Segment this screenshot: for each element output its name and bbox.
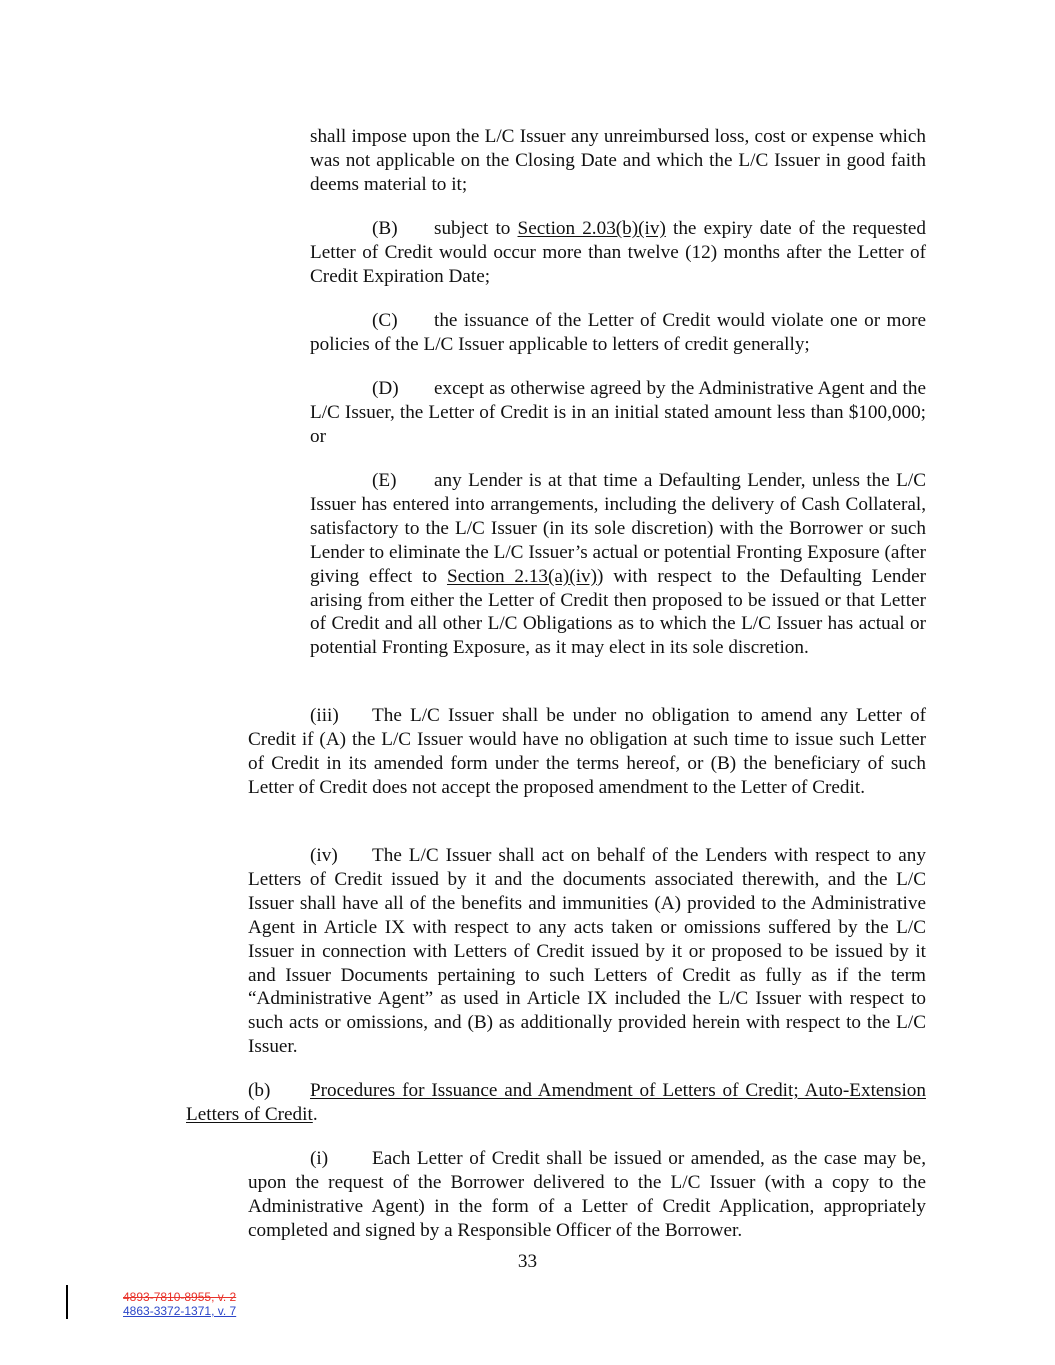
section-b-heading-paragraph xyxy=(186,1079,926,1127)
section-reference-link[interactable]: Section 2.03(b)(iv) xyxy=(517,218,666,239)
subsection-i-paragraph xyxy=(248,1147,926,1243)
subsection-text: Each Letter of Credit shall be issued or amended, as the case may be, upon the request of the Borrower delivered to the L/C Issuer (with a copy to the Administrative Agent) in the form of a Letter of Credit Application, appropriately completed and signed by a Responsible Officer of the Borrower. xyxy=(248,1148,926,1241)
clause-text: any Lender is at that time a Defaulting Lender, unless the L/C Issuer has entered into arrangements, including the delivery of Cash Collateral, satisfactory to the L/C Issuer (in its sole discretion) with the Borrower or such Lender to eliminate the L/C Issuer’s actual or potential Fronting Exposure (after giving effect to xyxy=(310,470,926,587)
inserted-document-id: 4863-3372-1371, v. 7 xyxy=(123,1304,237,1318)
section-reference-link[interactable]: Section 2.13(a)(iv) xyxy=(446,565,598,587)
subsection-iii-paragraph xyxy=(248,704,926,800)
subsection-iv-paragraph xyxy=(248,844,926,1059)
clause-text: the issuance of the Letter of Credit would violate one or more policies of the L/C Issuer applicable to letters of credit generally; xyxy=(310,310,926,355)
page-number: 33 xyxy=(517,1251,538,1272)
subsection-label: (iv) xyxy=(310,845,338,866)
clause-text: the expiry date of the requested Letter of Credit would occur more than twelve (12) months after the Letter of Credit Expiration Date; xyxy=(310,218,926,287)
heading-period: . xyxy=(312,1103,318,1125)
clause-text: except as otherwise agreed by the Administrative Agent and the L/C Issuer, the Letter of Credit is in an initial stated amount less than $100,000; or xyxy=(310,378,926,447)
section-label: (b) xyxy=(248,1080,271,1101)
clause-label: (E) xyxy=(372,470,397,491)
clause-d-paragraph xyxy=(310,377,926,449)
revision-change-bar xyxy=(66,1285,68,1319)
clause-label: (B) xyxy=(372,218,398,239)
clause-c-paragraph xyxy=(310,309,926,357)
clause-text: subject to xyxy=(434,218,518,239)
paragraph-text: shall impose upon the L/C Issuer any unreimbursed loss, cost or expense which was not applicable on the Closing Date and which the L/C Issuer in good faith deems material to it; xyxy=(310,126,926,195)
subsection-label: (i) xyxy=(310,1148,329,1169)
continuation-paragraph xyxy=(310,125,926,197)
subsection-label: (iii) xyxy=(310,705,339,726)
clause-text: ) with respect to the Defaulting Lender arising from either the Letter of Credit then proposed to be issued or that Letter of Credit and all other L/C Obligations as to which the L/C Issuer has actual or potential Fronting Exposure, as it may elect in its sole discretion. xyxy=(310,565,926,659)
clause-label: (D) xyxy=(372,378,399,399)
section-heading: Procedures for Issuance and Amendment of Letters of Credit; Auto-Extension Letters of Credit xyxy=(186,1080,926,1125)
clause-e-paragraph xyxy=(310,469,926,660)
clause-label: (C) xyxy=(372,310,398,331)
deleted-document-id: 4893-7810-8955, v. 2 xyxy=(123,1290,237,1304)
clause-b-paragraph xyxy=(310,217,926,289)
subsection-text: The L/C Issuer shall act on behalf of the Lenders with respect to any Letters of Credit issued by it and the documents associated therewith, and the L/C Issuer shall have all of the benefits and immunities (A) provided to the Administrative Agent in Article IX with respect to any acts taken or omissions suffered by the L/C Issuer in connection with Letters of Credit issued by it or proposed to be issued by it and Issuer Documents pertaining to such Letters of Credit as fully as if the term “Administrative Agent” as used in Article IX included the L/C Issuer with respect to such acts or omissions, and (B) as additionally provided herein with respect to the L/C Issuer. xyxy=(248,845,926,1058)
subsection-text: The L/C Issuer shall be under no obligation to amend any Letter of Credit if (A) the L/C Issuer would have no obligation at such time to issue such Letter of Credit in its amended form under the terms hereof, or (B) the beneficiary of such Letter of Credit does not accept the proposed amendment to the Letter of Credit. xyxy=(248,705,926,798)
